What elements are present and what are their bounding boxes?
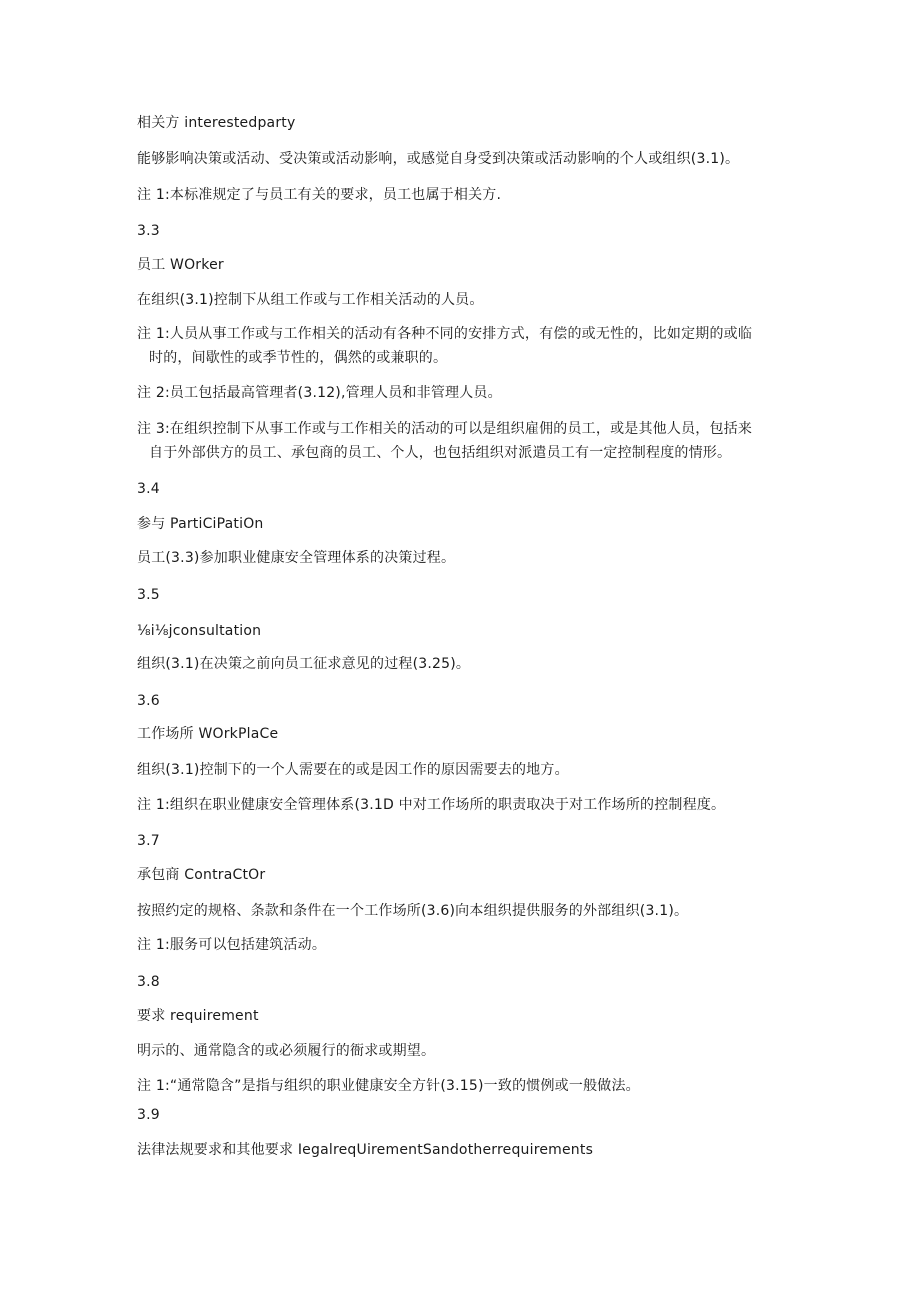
term-title: ⅛i⅛jconsultation — [137, 623, 262, 639]
term-title: 参与 PartiCiPatiOn — [137, 516, 264, 532]
note-text: 注 1:人员从事工作或与工作相关的活动有各种不同的安排方式，有偿的或无性的，比如定期的或临 — [137, 326, 753, 342]
note-text: 注 3:在组织控制下从事工作或与工作相关的活动的可以是组织雇佣的员工，或是其他人员，包括来 — [137, 421, 753, 437]
note-text: 注 1:本标准规定了与员工有关的要求，员工也属于相关方. — [137, 187, 502, 203]
definition-text: 组织(3.1)在决策之前向员工征求意见的过程(3.25)。 — [137, 656, 471, 672]
definition-text: 组织(3.1)控制下的一个人需要在的或是因工作的原因需要去的地方。 — [137, 762, 569, 778]
note-text: 注 2:员工包括最高管理者(3.12),管理人员和非管理人员。 — [137, 385, 502, 401]
note-text: 注 1:“通常隐含”是指与组织的职业健康安全方针(3.15)一致的惯例或一般做法。 — [137, 1078, 640, 1094]
section-number: 3.9 — [137, 1107, 160, 1123]
definition-text: 员工(3.3)参加职业健康安全管理体系的决策过程。 — [137, 550, 456, 566]
term-title: 承包商 ContraCtOr — [137, 867, 266, 883]
section-number: 3.5 — [137, 587, 160, 603]
section-number: 3.7 — [137, 833, 160, 849]
term-title: 员工 WOrker — [137, 257, 224, 273]
definition-text: 按照约定的规格、条款和条件在一个工作场所(3.6)向本组织提供服务的外部组织(3.1)。 — [137, 903, 689, 919]
definition-text: 能够影响决策或活动、受决策或活动影响，或感觉自身受到决策或活动影响的个人或组织(3.1)。 — [137, 151, 740, 167]
note-text: 注 1:服务可以包括建筑活动。 — [137, 937, 327, 953]
section-number: 3.4 — [137, 481, 160, 497]
section-number: 3.6 — [137, 693, 160, 709]
term-title: 要求 requirement — [137, 1008, 259, 1024]
term-title: 相关方 interestedparty — [137, 115, 296, 131]
note-text-continuation: 自于外部供方的员工、承包商的员工、个人，也包括组织对派遣员工有一定控制程度的情形。 — [149, 445, 732, 461]
section-number: 3.3 — [137, 223, 160, 239]
term-title: 工作场所 WOrkPlaCe — [137, 726, 279, 742]
term-title: 法律法规要求和其他要求 IegalreqUirementSandotherrequirements — [137, 1142, 594, 1158]
note-text-continuation: 时的，间歇性的或季节性的，偶然的或兼职的。 — [149, 350, 448, 366]
definition-text: 明示的、通常隐含的或必须履行的衙求或期望。 — [137, 1043, 436, 1059]
section-number: 3.8 — [137, 974, 160, 990]
definition-text: 在组织(3.1)控制下从组工作或与工作相关活动的人员。 — [137, 292, 484, 308]
note-text: 注 1:组织在职业健康安全管理体系(3.1D 中对工作场所的职责取决于对工作场所的控制程度。 — [137, 797, 726, 813]
